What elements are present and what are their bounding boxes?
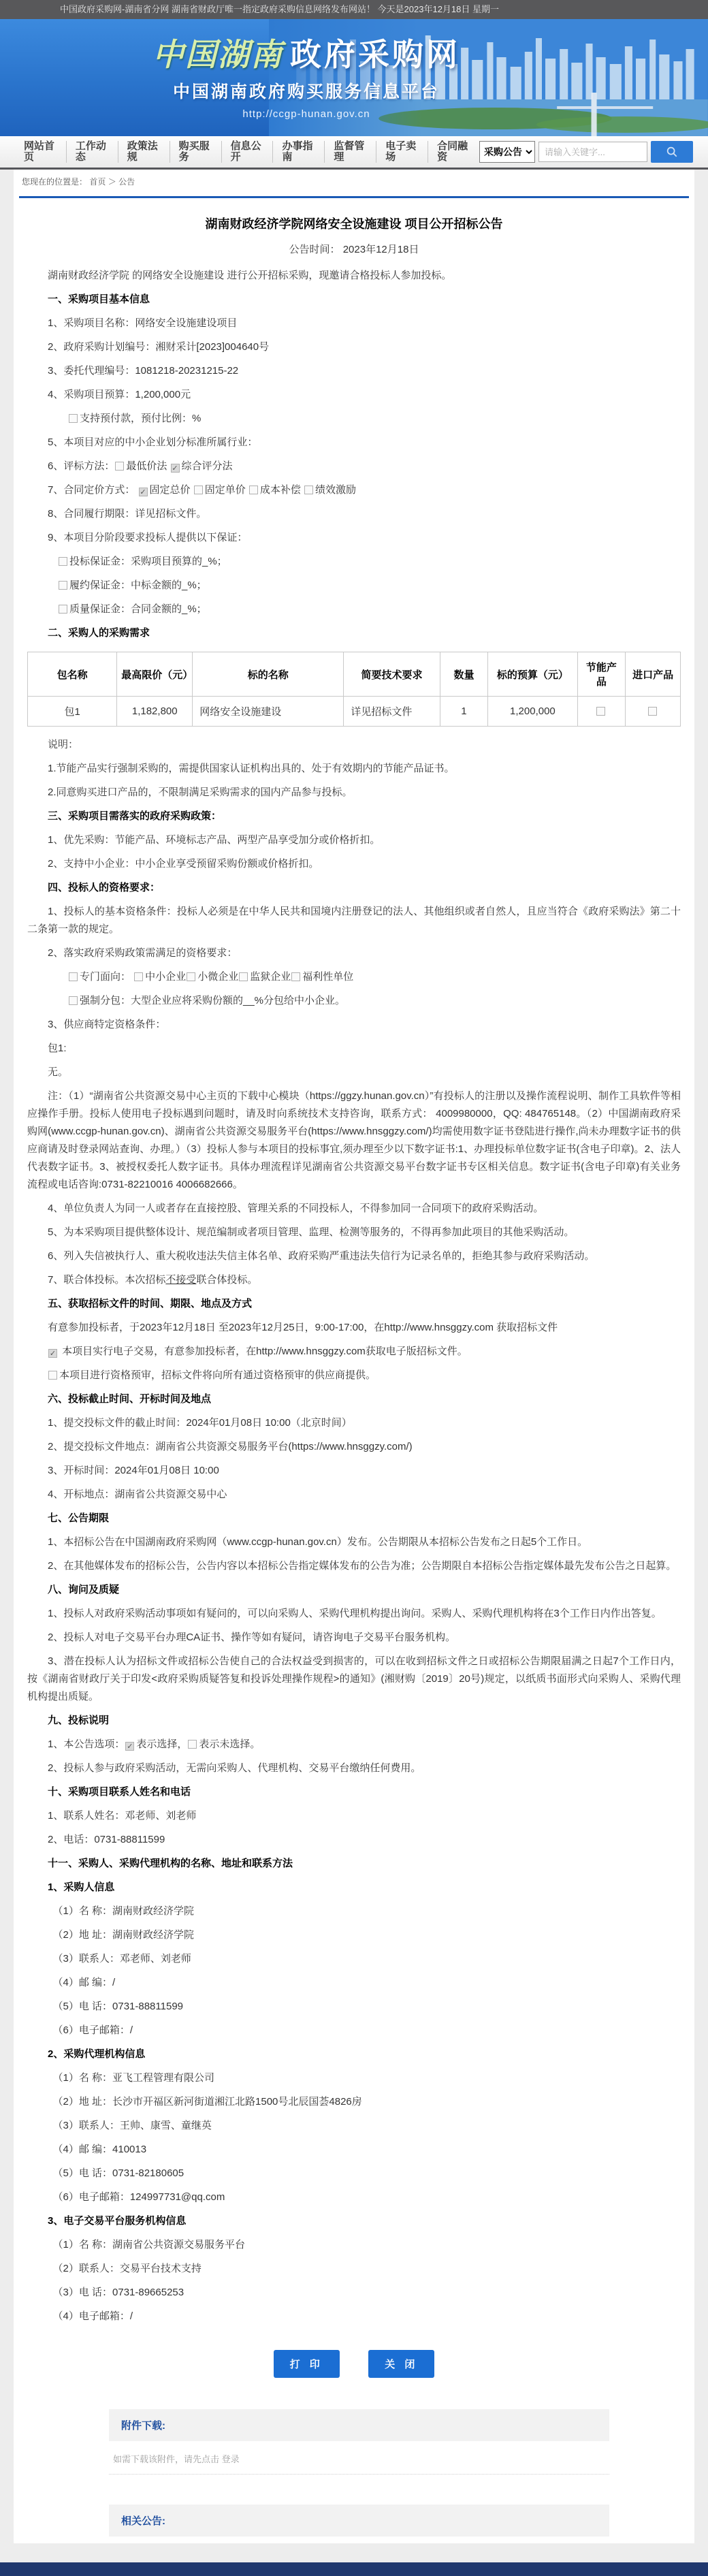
paragraph: 2、电话：0731-88811599: [48, 1834, 165, 1845]
checkbox-icon: ✓: [127, 1743, 133, 1751]
paragraph: （3）电 话：0731-89665253: [52, 2287, 184, 2298]
attachments-hint-text: 如需下载该附件，请先点击: [113, 2454, 222, 2464]
paragraph: 2、落实政府采购政策需满足的资格要求：: [48, 947, 238, 959]
paragraph: 5、为本采购项目提供整体设计、规范编制或者项目管理、监理、检测等服务的，不得再参加此项目的其他采购活动。: [48, 1226, 575, 1238]
paragraph: 3、供应商特定资格条件：: [48, 1019, 166, 1030]
nav-item-purchase-service[interactable]: 购买服务: [170, 141, 222, 163]
table-cell: 详见招标文件: [344, 697, 440, 727]
paragraph: 3、开标时间：2024年01月08日 10:00: [48, 1465, 219, 1476]
paragraph: 履约保证金：中标金额的_%；: [27, 577, 681, 594]
paragraph: 1、提交投标文件的截止时间：2024年01月08日 10:00（北京时间）: [48, 1417, 352, 1429]
section-heading: 六、投标截止时间、开标时间及地点: [48, 1393, 212, 1405]
paragraph: （4）电子邮箱：/: [52, 2310, 133, 2322]
paragraph: （2）地 址：长沙市开福区新河街道湘江北路1500号北辰国荟4826房: [52, 2096, 362, 2108]
paragraph: 2.同意购买进口产品的，不限制满足采购需求的国内产品参与投标。: [48, 786, 353, 798]
checkbox-icon: [69, 414, 78, 423]
section-heading: 八、询问及质疑: [48, 1584, 120, 1595]
paragraph: 2、投标人参与政府采购活动，无需向采购人、代理机构、交易平台缴纳任何费用。: [48, 1762, 421, 1774]
article-body: [27, 267, 681, 2325]
search-category-select[interactable]: [479, 141, 535, 163]
print-button[interactable]: 打 印: [274, 2350, 340, 2378]
paragraph: （6）电子邮箱：/: [52, 2024, 133, 2036]
table-header-cell: 包名称: [28, 652, 117, 697]
table-row: [28, 697, 681, 727]
search-button[interactable]: [651, 141, 693, 163]
paragraph: 支持预付款，预付比例：%: [27, 410, 681, 428]
table-cell: 1,200,000: [488, 697, 577, 727]
page-title: 湖南财政经济学院网络安全设施建设 项目公开招标公告: [205, 217, 503, 231]
site-url: http://ccgp-hunan.gov.cn: [242, 108, 370, 120]
checkbox-icon: [291, 972, 300, 981]
paragraph: 2、政府采购计划编号：湘财采计[2023]004640号: [48, 341, 270, 353]
breadcrumb: [14, 170, 694, 192]
paragraph: （1）名 称：亚飞工程管理有限公司: [52, 2072, 215, 2084]
close-button[interactable]: 关 闭: [368, 2350, 434, 2378]
checkbox-icon: [69, 972, 78, 981]
paragraph: 湖南财政经济学院 的网络安全设施建设 进行公开招标采购，现邀请合格投标人参加投标。: [48, 270, 452, 281]
site-subtitle: 中国湖南政府购买服务信息平台: [172, 82, 440, 101]
paragraph: （1）名 称：湖南省公共资源交易服务平台: [52, 2239, 246, 2251]
publish-time: 公告时间： 2023年12月18日: [289, 244, 419, 255]
table-header-cell: 最高限价（元）: [117, 652, 193, 697]
nav-item-news[interactable]: 工作动态: [67, 141, 118, 163]
attachments-title: 附件下载:: [109, 2409, 609, 2441]
paragraph: （5）电 话：0731-88811599: [52, 2001, 183, 2012]
paragraph: 7、联合体投标。本次招标不接受联合体投标。: [48, 1274, 258, 1286]
checkbox-icon: [187, 972, 195, 981]
paragraph: ✓ 本项目实行电子交易，有意参加投标者，在http://www.hnsggzy.com获取电子版招标文件。: [49, 1346, 468, 1358]
section-heading: 七、公告期限: [48, 1512, 110, 1524]
checkbox-icon: [648, 707, 657, 716]
table-cell: [626, 697, 681, 727]
section-heading: 十、采购项目联系人姓名和电话: [48, 1786, 191, 1798]
breadcrumb-separator: ＞: [108, 177, 116, 187]
paragraph: 2、投标人对电子交易平台办理CA证书、操作等如有疑问，请咨询电子交易平台服务机构。: [48, 1632, 456, 1643]
search-bar: [479, 141, 693, 163]
table-header-cell: 进口产品: [626, 652, 681, 697]
paragraph: 8、合同履行期限：详见招标文件。: [48, 508, 207, 520]
nav-item-emall[interactable]: 电子卖场: [376, 141, 428, 163]
checkbox-icon: [115, 462, 124, 471]
search-icon: [666, 146, 678, 158]
site-logo: [95, 19, 517, 120]
related-announcements-panel: [109, 2505, 609, 2537]
search-input[interactable]: [538, 142, 647, 162]
paragraph: 投标保证金：采购项目预算的_%；: [27, 553, 681, 571]
paragraph: （4）邮 编：410013: [52, 2144, 147, 2155]
paragraph: 2、支持中小企业：中小企业享受预留采购份额或价格折扣。: [48, 858, 319, 870]
checkbox-icon: [69, 996, 78, 1005]
login-link[interactable]: 登录: [221, 2454, 240, 2464]
checkbox-icon: [304, 486, 313, 494]
breadcrumb-home-link[interactable]: 首页: [89, 177, 106, 187]
paragraph: （6）电子邮箱：124997731@qq.com: [52, 2191, 225, 2203]
logo-title: 政府采购网: [290, 37, 460, 72]
checkbox-icon: ✓: [140, 488, 146, 496]
paragraph: 4、单位负责人为同一人或者存在直接控股、管理关系的不同投标人，不得参加同一合同项下的政府采购活动。: [48, 1203, 544, 1214]
paragraph: 1、联系人姓名：邓老师、刘老师: [48, 1810, 197, 1822]
table-header-cell: 节能产品: [577, 652, 626, 697]
paragraph: 3、委托代理编号：1081218-20231215-22: [48, 365, 239, 377]
paragraph: （3）联系人：邓老师、刘老师: [52, 1953, 191, 1965]
section-heading: 十一、采购人、采购代理机构的名称、地址和联系方法: [48, 1858, 293, 1869]
topbar-announcement: 中国政府采购网-湖南省分网 湖南省财政厅唯一指定政府采购信息网络发布网站！ 今天是2023年12月18日 星期一: [0, 0, 708, 19]
checkbox-icon: [59, 581, 67, 590]
paragraph: 强制分包：大型企业应将采购份额的__%分包给中小企业。: [27, 992, 681, 1010]
paragraph: 有意参加投标者，于2023年12月18日 至2023年12月25日，9:00-17:00，在http://www.hnsggzy.com 获取招标文件: [48, 1322, 558, 1333]
requirements-table: [27, 652, 681, 727]
table-header-cell: 标的名称: [193, 652, 344, 697]
paragraph: 4、采购项目预算：1,200,000元: [48, 389, 191, 400]
paragraph: 2、提交投标文件地点：湖南省公共资源交易服务平台(https://www.hnsggzy.com/): [48, 1441, 413, 1452]
paragraph: 1、本招标公告在中国湖南政府采购网（www.ccgp-hunan.gov.cn）发布。公告期限从本招标公告发布之日起5个工作日。: [48, 1536, 588, 1548]
paragraph: 说明：: [48, 739, 79, 750]
paragraph: 1、本公告选项： ✓ 表示选择， 表示未选择。: [48, 1738, 261, 1751]
section-heading: 3、电子交易平台服务机构信息: [48, 2215, 187, 2227]
paragraph: （2）地 址：湖南财政经济学院: [52, 1929, 195, 1941]
table-header-cell: 简要技术要求: [344, 652, 440, 697]
section-heading: 2、采购代理机构信息: [48, 2048, 146, 2060]
paragraph: 4、开标地点：湖南省公共资源交易中心: [48, 1489, 227, 1500]
table-header-cell: 数量: [440, 652, 488, 697]
nav-item-contract-finance[interactable]: 合同融资: [437, 140, 468, 163]
table-cell: 1,182,800: [117, 697, 193, 727]
logo-calligraphy: 中国湖南: [152, 37, 283, 72]
checkbox-icon: [59, 605, 67, 614]
section-heading: 三、采购项目需落实的政府采购政策：: [48, 810, 222, 822]
paragraph: 1、投标人对政府采购活动事项如有疑问的，可以向采购人、采购代理机构提出询问。采购人、采购代理机构将在3个工作日内作出答复。: [48, 1608, 662, 1619]
paragraph: 6、评标方法： 最低价法 ✓ 综合评分法: [48, 460, 233, 473]
nav-item-guide[interactable]: 办事指南: [273, 141, 325, 163]
paragraph: 1、优先采购：节能产品、环境标志产品、两型产品享受加分或价格折扣。: [48, 834, 381, 846]
paragraph: （1）名 称：湖南财政经济学院: [52, 1905, 195, 1917]
paragraph: （4）邮 编：/: [52, 1977, 116, 1988]
paragraph: 本项目进行资格预审，招标文件将向所有通过资格预审的供应商提供。: [27, 1367, 681, 1384]
action-buttons: [14, 2350, 694, 2378]
nav-item-info-disclosure[interactable]: 信息公开: [222, 141, 274, 163]
checkbox-icon: [59, 557, 67, 566]
main-navigation: [0, 136, 708, 170]
paragraph: （5）电 话：0731-82180605: [52, 2167, 184, 2179]
paragraph: 1.节能产品实行强制采购的，需提供国家认证机构出具的、处于有效期内的节能产品证书。: [48, 763, 455, 774]
blue-divider: [19, 196, 689, 198]
site-banner: [0, 19, 708, 136]
paragraph: 7、合同定价方式： ✓ 固定总价 固定单价 成本补偿 绩效激励: [48, 484, 357, 496]
section-heading: 五、获取招标文件的时间、期限、地点及方式: [48, 1298, 253, 1309]
related-announcements-title: 相关公告:: [109, 2505, 609, 2537]
paragraph: 无。: [48, 1066, 69, 1078]
breadcrumb-current: 公告: [118, 177, 135, 187]
table-cell: [577, 697, 626, 727]
table-cell: 1: [440, 697, 488, 727]
attachments-panel: [109, 2409, 609, 2475]
paragraph: （3）联系人：王帅、康雪、童继英: [52, 2120, 212, 2131]
paragraph: （2）联系人：交易平台技术支持: [52, 2263, 202, 2274]
checkbox-icon: ✓: [49, 1350, 57, 1358]
checkbox-icon: [194, 486, 203, 494]
nav-item-supervision[interactable]: 监督管理: [325, 141, 376, 163]
paragraph: 注：（1）“湖南省公共资源交易中心主页的下载中心模块（https://ggzy.hunan.gov.cn）”有投标人的注册以及操作流程说明、制作工具软件等相应操作手册。投标人使用电子投标遇到问题时，请及时向系统技术支持咨询，联系方式： 4009980000，QQ: 484765148。（2）中国湖南政府采购网(www.ccgp-hunan.gov.cn)、湖南省公共资源交易服务平台(https://www.hnsggzy.com/)均需使用数字证书登陆进行操作,尚未办理数字证书的供应商请及时登录网站查询、办理。）（3）投标人参与本项目的投标事宜,须办理至少以下数字证书:1、办理投标单位数字证书(含电子印章)。2、法人代表数字证书。3、被授权委托人数字证书。具体办理流程详见湖南省公共资源交易平台数字证书专区相关信息。数字证书(含电子印章)有关业务流程或电话咨询:0731-82210016 4006682666。: [27, 1090, 681, 1190]
checkbox-icon: ✓: [172, 464, 178, 473]
section-heading: 一、采购项目基本信息: [48, 293, 150, 305]
footer-bar: [0, 2562, 708, 2576]
table-cell: 包1: [28, 697, 117, 727]
paragraph: 质量保证金：合同金额的_%；: [27, 601, 681, 618]
paragraph: 9、本项目分阶段要求投标人提供以下保证：: [48, 532, 248, 543]
table-header-cell: 标的预算（元）: [488, 652, 577, 697]
paragraph: 2、在其他媒体发布的招标公告，公告内容以本招标公告指定媒体发布的公告为准；公告期限自本招标公告指定媒体最先发布公告之日起算。: [48, 1560, 677, 1572]
breadcrumb-prefix: 您现在的位置是：: [22, 177, 88, 187]
section-heading: 九、投标说明: [48, 1715, 110, 1726]
paragraph: 3、潜在投标人认为招标文件或招标公告使自己的合法权益受到损害的，可以在收到招标文件之日或招标公告期限届满之日起7个工作日内，按《湖南省财政厅关于印发<政府采购质疑答复和投诉处理操作规程>的通知》(湘财购〔2019〕20号)规定，以纸质书面形式向采购人、采购代理机构提出质疑。: [27, 1655, 681, 1702]
checkbox-icon: [249, 486, 258, 494]
checkbox-icon: [48, 1371, 57, 1380]
attachments-hint: [109, 2441, 609, 2475]
checkbox-icon: [134, 972, 143, 981]
paragraph: 6、列入失信被执行人、重大税收违法失信主体名单、政府采购严重违法失信行为记录名单的，拒绝其参与政府采购活动。: [48, 1250, 595, 1262]
checkbox-icon: [596, 707, 605, 716]
underlined-text: 不接受: [165, 1274, 197, 1286]
paragraph: 1、投标人的基本资格条件：投标人必须是在中华人民共和国境内注册登记的法人、其他组织或者自然人，且应当符合《政府采购法》第二十二条第一款的规定。: [27, 906, 681, 935]
paragraph: 1、采购项目名称：网络安全设施建设项目: [48, 317, 238, 329]
table-cell: 网络安全设施建设: [193, 697, 344, 727]
nav-item-policy[interactable]: 政策法规: [118, 141, 170, 163]
paragraph: 5、本项目对应的中小企业划分标准所属行业：: [48, 436, 258, 448]
paragraph: 专门面向： 中小企业 小微企业 监狱企业 福利性单位: [27, 968, 681, 986]
checkbox-icon: [188, 1740, 197, 1749]
section-heading: 四、投标人的资格要求：: [48, 882, 161, 893]
checkbox-icon: [239, 972, 248, 981]
section-heading: 1、采购人信息: [48, 1881, 115, 1893]
paragraph: 包1:: [48, 1043, 67, 1054]
nav-item-home[interactable]: 网站首页: [15, 141, 67, 163]
section-heading: 二、采购人的采购需求: [48, 627, 150, 639]
